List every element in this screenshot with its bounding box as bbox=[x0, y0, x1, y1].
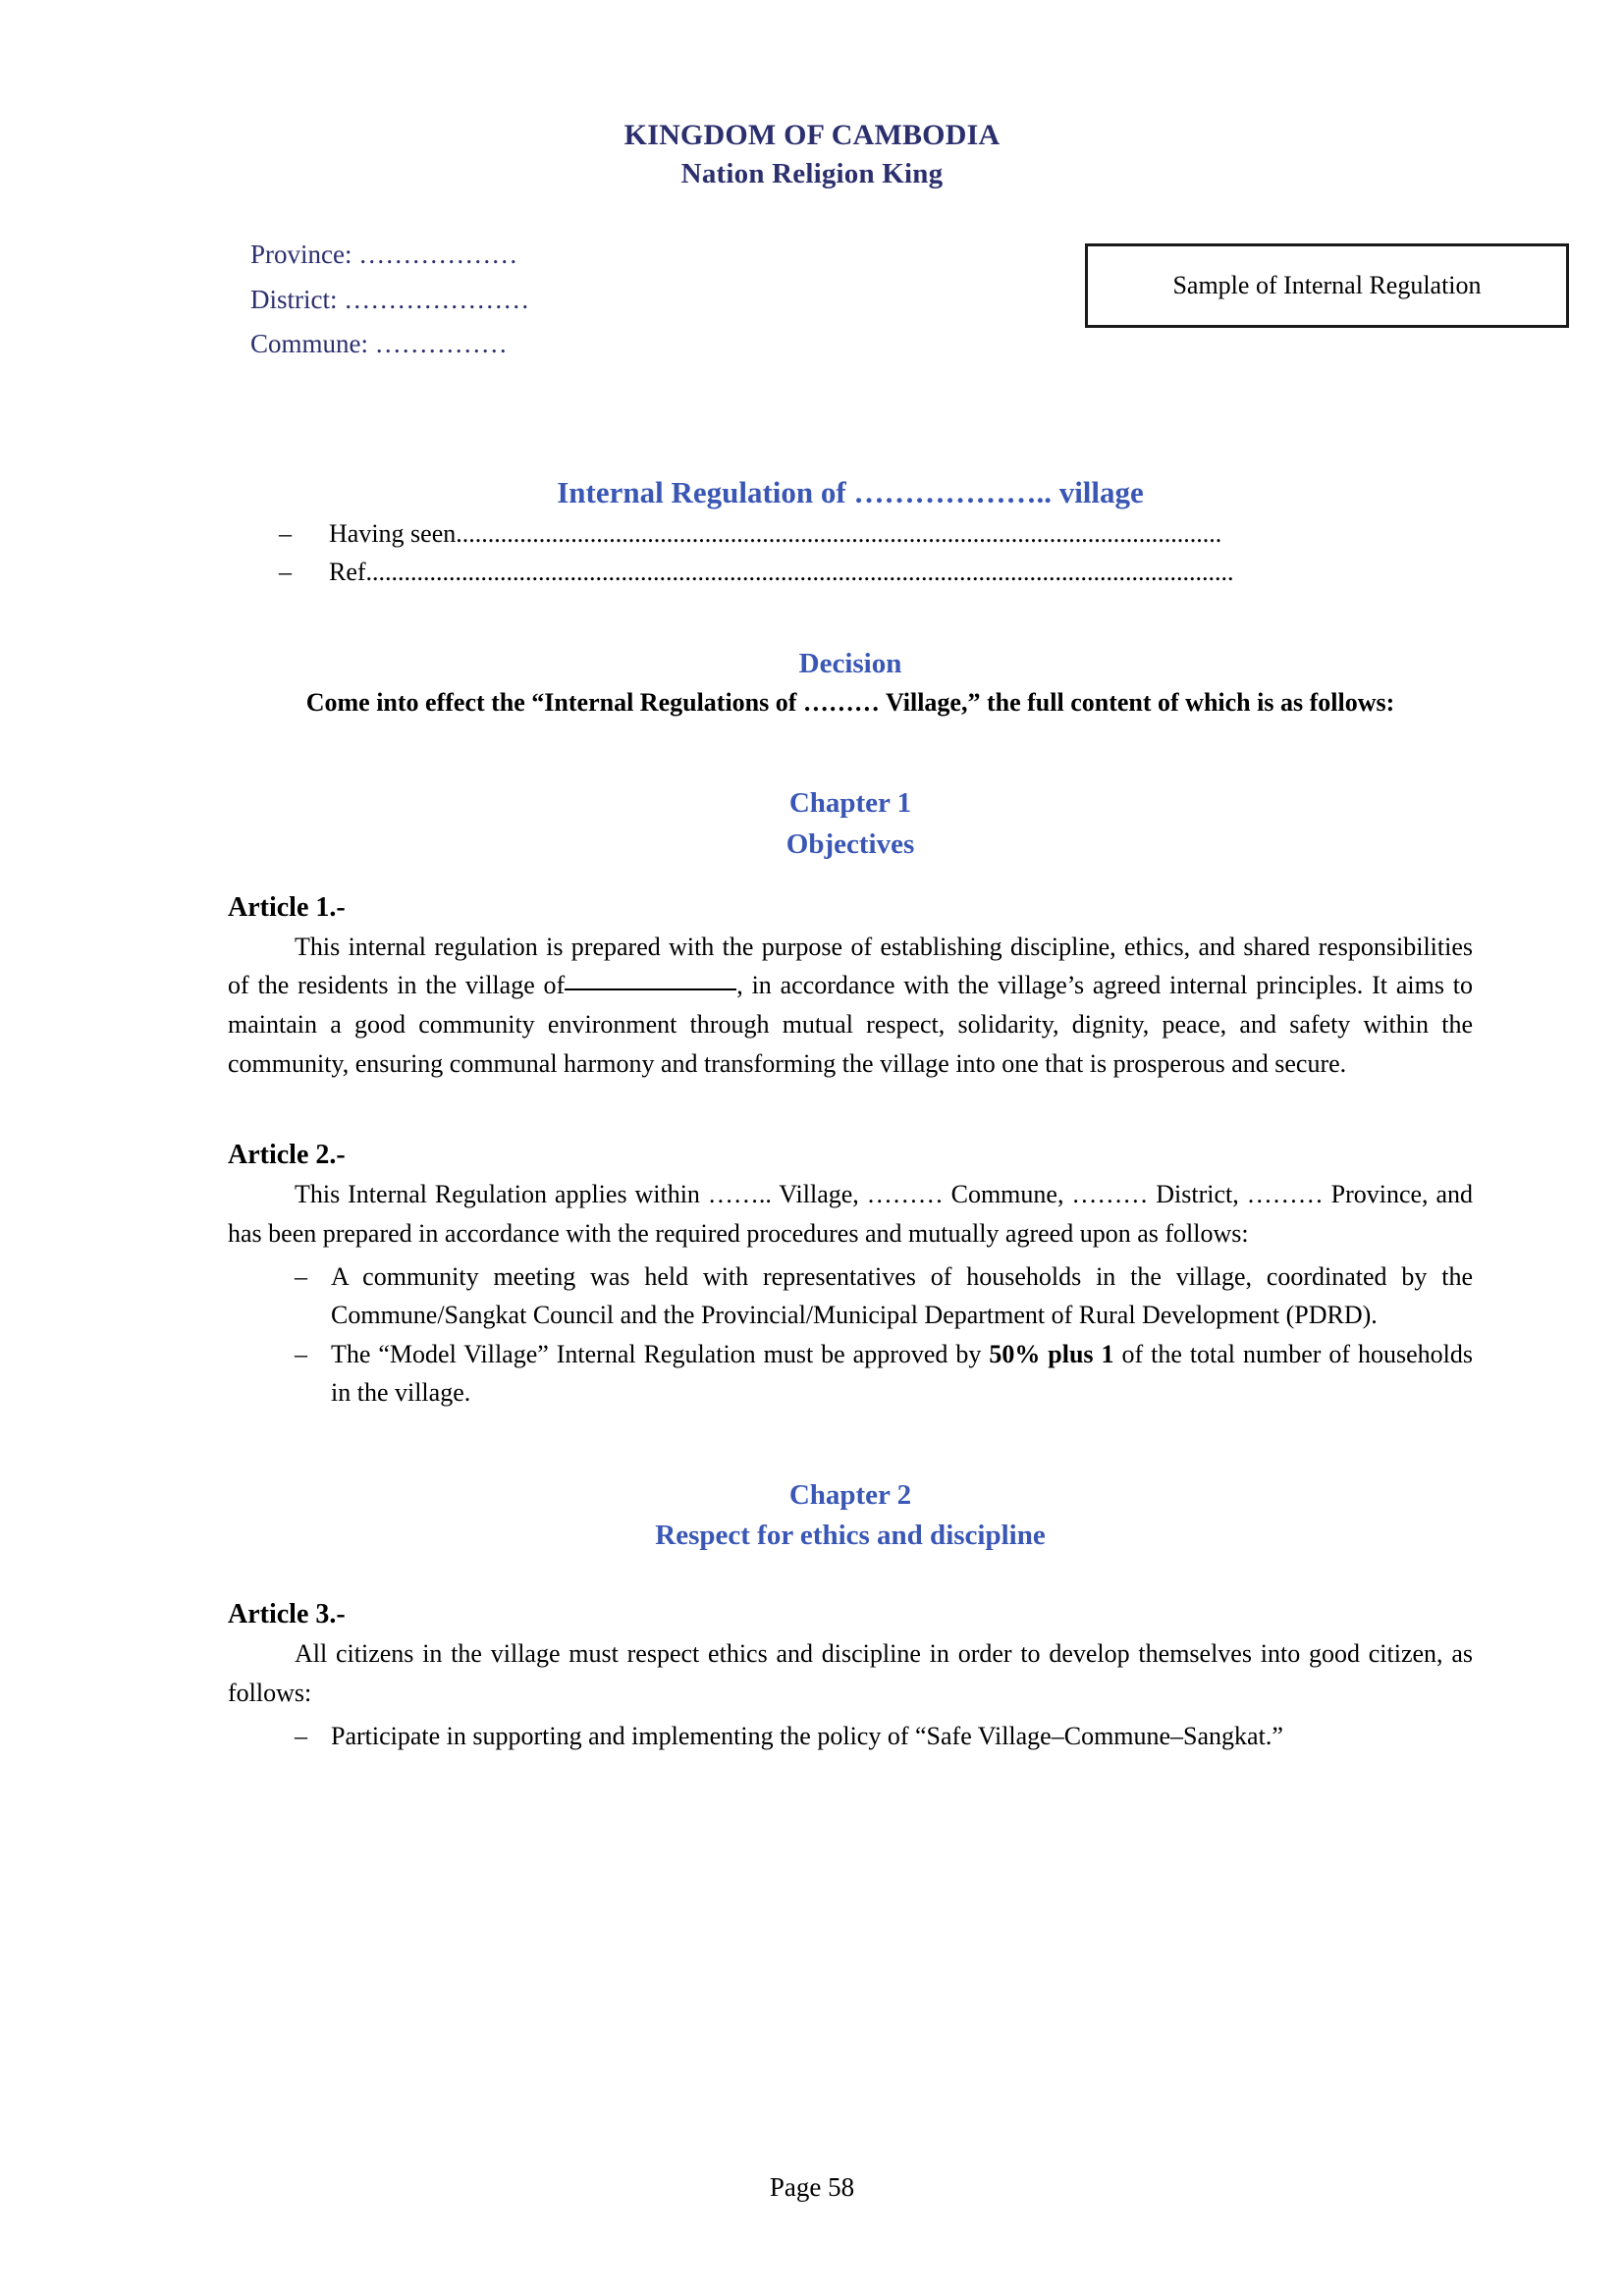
decision-heading: Decision bbox=[798, 647, 902, 679]
article-2-bullet-list bbox=[228, 1257, 1473, 1414]
decision-body: Come into effect the “Internal Regulations of ……… Village,” the full content of which is as follows: bbox=[305, 687, 1395, 717]
chapter-2-heading bbox=[228, 1475, 1473, 1556]
article-1-paragraph bbox=[228, 928, 1473, 1084]
preamble-item-text: Ref........................................................................................................................................ bbox=[329, 557, 1234, 586]
field-province: Province: ……………… bbox=[250, 239, 518, 269]
masthead-line-kingdom: KINGDOM OF CAMBODIA bbox=[623, 119, 1001, 151]
page-footer bbox=[0, 2172, 1624, 2203]
field-commune: Commune: …………… bbox=[250, 329, 508, 359]
chapter-2-title: Respect for ethics and discipline bbox=[655, 1520, 1046, 1552]
admin-header-row bbox=[0, 234, 1624, 391]
article-3-heading: Article 3.- bbox=[228, 1599, 346, 1630]
article-1-text-after-blank: , in accordance with the village’s agreed internal principles. It aims to maintain a good community environment through mutual respect, solidarity, dignity, peace, and safety within the community, ensuring communal harmony and transforming the village into one that is prosperous and secure. bbox=[228, 971, 1473, 1078]
document-content bbox=[228, 475, 1473, 1756]
list-item bbox=[228, 1335, 1473, 1413]
article-3-bullet-list bbox=[228, 1717, 1473, 1756]
article-1-heading: Article 1.- bbox=[228, 891, 346, 923]
field-district: District: ………………… bbox=[250, 284, 530, 314]
list-item bbox=[228, 516, 1473, 553]
article-2-bullet-text: A community meeting was held with representatives of households in the village, coordinated by the Commune/Sangkat Council and the Provincial/Municipal Department of Rural Development (PDRD). bbox=[331, 1261, 1473, 1330]
chapter-2-number: Chapter 2 bbox=[788, 1479, 912, 1512]
article-2-bullet-text-part1: The “Model Village” Internal Regulation must be approved by bbox=[331, 1339, 990, 1368]
admin-fields-group bbox=[250, 234, 529, 368]
page-number: Page 58 bbox=[769, 2172, 855, 2202]
dash-bullet-icon: – bbox=[295, 1721, 307, 1750]
list-item bbox=[228, 1717, 1473, 1756]
masthead-line-motto: Nation Religion King bbox=[680, 157, 944, 189]
sample-box-label: Sample of Internal Regulation bbox=[1172, 270, 1482, 299]
preamble-item-text: Having seen........................................................................................................................ bbox=[329, 518, 1222, 548]
chapter-1-heading bbox=[228, 783, 1473, 864]
article-2-paragraph: This Internal Regulation applies within …….. Village, ……… Commune, ……… District, ……… Province, and has been prepared in accordance with the required procedures and mutually agreed upon as follows: bbox=[228, 1180, 1473, 1248]
preamble-list bbox=[228, 516, 1473, 591]
chapter-1-number: Chapter 1 bbox=[788, 787, 912, 820]
article-2-heading: Article 2.- bbox=[228, 1140, 346, 1171]
article-3-paragraph: All citizens in the village must respect ethics and discipline in order to develop themselves into good citizen, as follows: bbox=[228, 1639, 1473, 1708]
fill-in-blank-line bbox=[565, 988, 736, 990]
article-1-text-before-blank: This internal regulation is prepared with the purpose of establishing discipline, ethics, and shared responsibilities of the residents in the village of bbox=[228, 932, 1473, 1000]
dash-bullet-icon: – bbox=[295, 1261, 307, 1291]
sample-of-internal-regulation-box bbox=[1085, 243, 1569, 328]
article-3-bullet-text: Participate in supporting and implementing the policy of “Safe Village–Commune–Sangkat.” bbox=[331, 1721, 1283, 1750]
masthead bbox=[0, 0, 1624, 192]
list-item bbox=[228, 1257, 1473, 1335]
article-2-bullet-emphasis: 50% plus 1 bbox=[989, 1339, 1114, 1368]
article-2-bullet-text-part2: of the total number of households in the village. bbox=[331, 1339, 1473, 1408]
chapter-1-title: Objectives bbox=[785, 828, 915, 860]
page-title: Internal Regulation of ……………….. village bbox=[557, 474, 1144, 509]
dash-bullet-icon: – bbox=[295, 1339, 307, 1368]
list-item bbox=[228, 555, 1473, 591]
dash-bullet-icon: – bbox=[279, 518, 292, 548]
dash-bullet-icon: – bbox=[279, 557, 292, 586]
